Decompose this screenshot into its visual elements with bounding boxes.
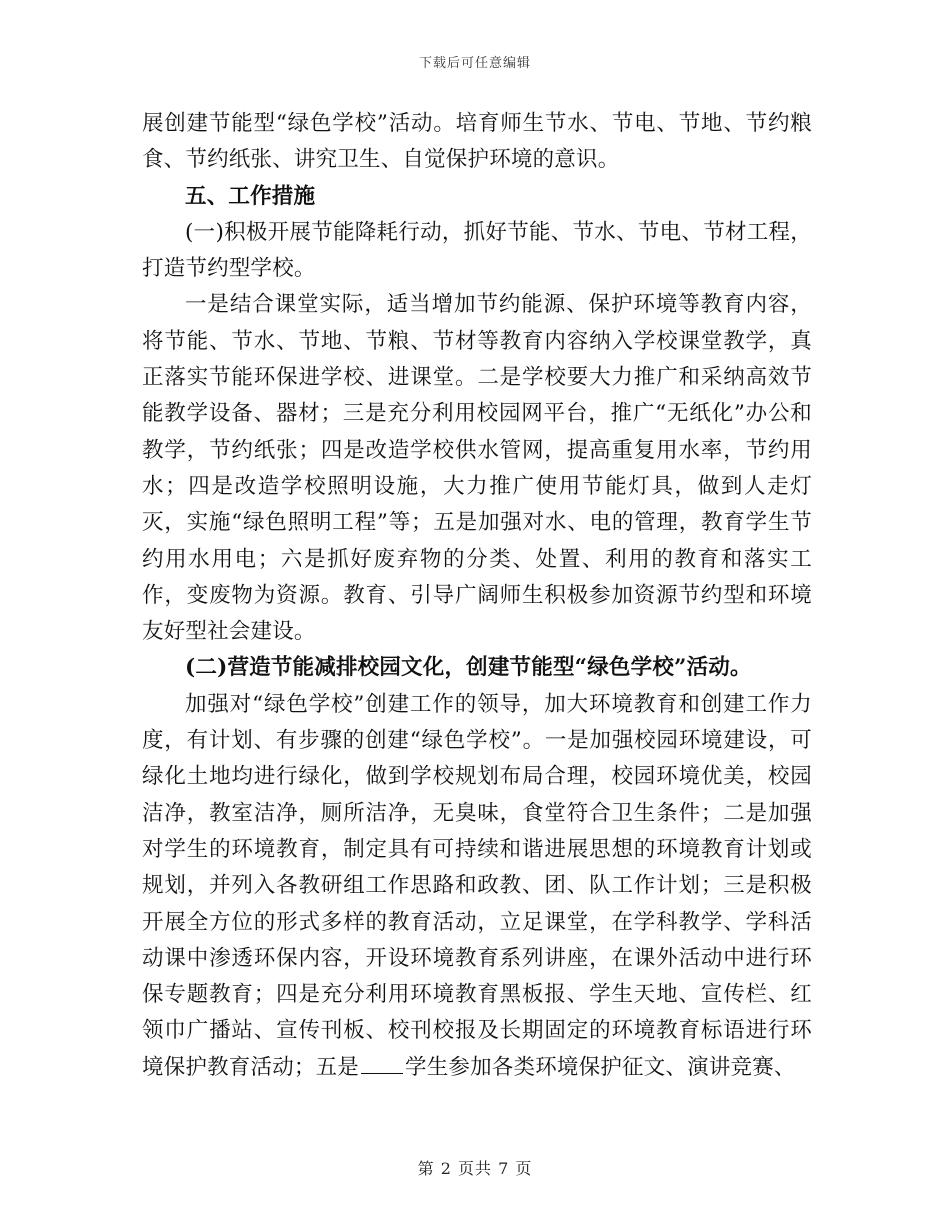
paragraph-energy-measures: 一是结合课堂实际，适当增加节约能源、保护环境等教育内容，将节能、节水、节地、节粮、节材等教育内容纳入学校课堂教学，真正落实节能环保进学校、进课堂。二是学校要大力推广和采纳高效节能教学设备、器材；三是充分利用校园网平台，推广“无纸化”办公和教学，节约纸张；四是改造学校供水管网，提高重复用水率，节约用水；四是改造学校照明设施，大力推广使用节能灯具，做到人走灯灭，实施“绿色照明工程”等；五是加强对水、电的管理，教育学生节约用水用电；六是抓好废弃物的分类、处置、利用的教育和落实工作，变废物为资源。教育、引导广阔师生积极参加资源节约型和环境友好型社会建设。 — [142, 292, 812, 645]
page-footer: 第 2 页共 7 页 — [417, 1159, 533, 1178]
paragraph-green-school — [142, 687, 812, 1086]
document-body — [142, 106, 812, 1086]
paragraph-green-school-tail: 学生参加各类环境保护征文、演讲竞赛、 — [405, 1054, 796, 1080]
blank-underline — [361, 1053, 403, 1074]
subsection-heading-green-school: (二)营造节能减排校园文化，创建节能型“绿色学校”活动。 — [185, 655, 752, 681]
paragraph-continued: 展创建节能型“绿色学校”活动。培育师生节水、节电、节地、节约粮食、节约纸张、讲究卫生、自觉保护环境的意识。 — [142, 111, 812, 173]
subsection-heading-energy-saving: (一)积极开展节能降耗行动，抓好节能、节水、节电、节材工程，打造节约型学校。 — [142, 219, 812, 282]
section-heading-work-measures: 五、工作措施 — [185, 183, 316, 209]
page-header: 下载后可任意编辑 — [418, 56, 531, 71]
paragraph-green-school-text: 加强对“绿色学校”创建工作的领导，加大环境教育和创建工作力度，有计划、有步骤的创建“绿色学校”。一是加强校园环境建设，可绿化土地均进行绿化，做到学校规划布局合理，校园环境优美，校园洁净，教室洁净，厕所洁净，无臭味，食堂符合卫生条件；二是加强对学生的环境教育，制定具有可持续和谐进展思想的环境教育计划或规划，并列入各教研组工作思路和政教、团、队工作计划；三是积极开展全方位的形式多样的教育活动，立足课堂，在学科教学、学科活动课中渗透环保内容，开设环境教育系列讲座，在课外活动中进行环保专题教育；四是充分利用环境教育黑板报、学生天地、宣传栏、红领巾广播站、宣传刊板、校刊校报及长期固定的环境教育标语进行环境保护教育活动；五是 — [142, 691, 812, 1080]
